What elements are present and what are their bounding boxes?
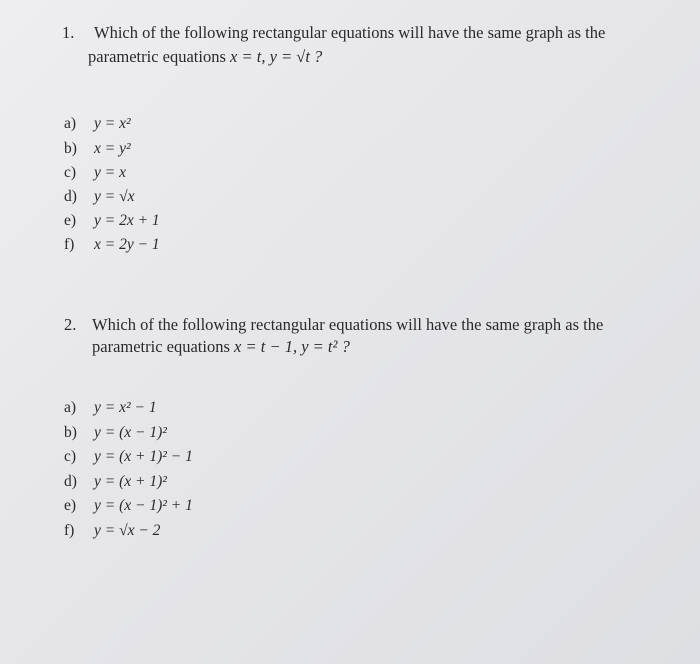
option-equation: y = (x + 1)²: [94, 473, 167, 490]
option-equation: y = √x: [94, 188, 135, 205]
option-letter: b): [64, 424, 77, 441]
option-equation: y = (x + 1)² − 1: [94, 448, 193, 465]
option-letter: c): [64, 164, 77, 181]
option-letter: a): [64, 115, 77, 132]
option-letter: f): [64, 522, 75, 539]
option-equation: y = 2x + 1: [94, 212, 160, 229]
option-letter: a): [64, 399, 77, 416]
question-1: [62, 21, 662, 71]
question-2-parametric-equations: x = t − 1, y = t² ?: [234, 337, 350, 356]
option-letter: d): [64, 473, 77, 490]
option-equation: x = y²: [94, 140, 131, 157]
option-equation: y = x²: [94, 115, 131, 132]
option-equation: y = √x − 2: [94, 522, 161, 539]
question-1-options: [64, 112, 264, 262]
question-1-line-2-text: parametric equations: [88, 47, 231, 66]
option-letter: e): [64, 497, 77, 514]
option-equation: x = 2y − 1: [94, 236, 160, 253]
question-2-line-2: [92, 335, 350, 359]
option-letter: b): [64, 140, 77, 157]
question-2-line-1: Which of the following rectangular equations will have the same graph as the: [92, 315, 604, 334]
option-letter: f): [64, 236, 75, 253]
option-equation: y = (x − 1)²: [94, 424, 167, 441]
question-1-line-2: [88, 45, 322, 69]
stray-pen-mark: [542, 500, 548, 508]
question-2-line-2-text: parametric equations: [92, 337, 235, 356]
option-letter: c): [64, 448, 77, 465]
option-equation: y = (x − 1)² + 1: [94, 497, 193, 514]
question-1-line-1: Which of the following rectangular equations will have the same graph as the: [94, 23, 606, 42]
question-2: [64, 313, 664, 363]
question-1-parametric-equations: x = t, y = √t ?: [230, 47, 323, 66]
option-equation: y = x² − 1: [94, 399, 157, 416]
question-2-options: [64, 396, 284, 546]
question-2-number: 2.: [64, 315, 77, 334]
option-letter: e): [64, 212, 77, 229]
question-1-number: 1.: [62, 23, 75, 42]
option-letter: d): [64, 188, 77, 205]
option-equation: y = x: [94, 164, 126, 181]
